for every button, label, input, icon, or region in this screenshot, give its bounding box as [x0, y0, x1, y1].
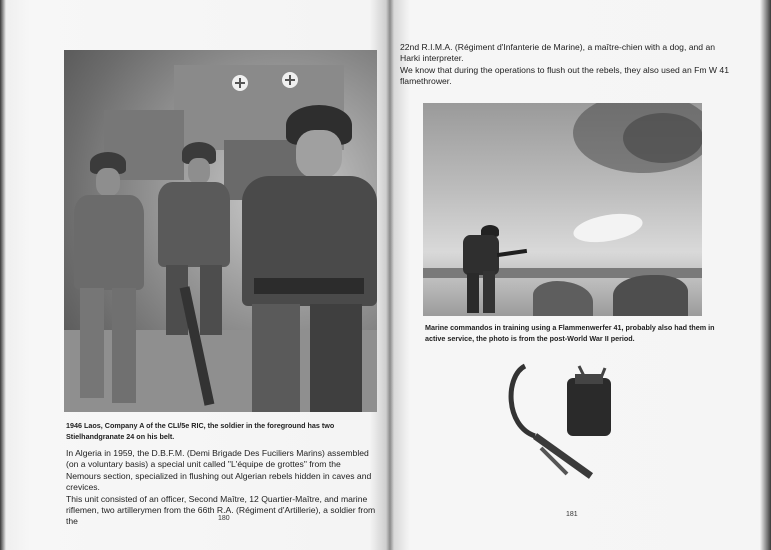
tank-cap: [575, 374, 603, 384]
paragraph: 22nd R.I.M.A. (Régiment d'Infanterie de Marine), a maître-chien with a dog, and an Harki interpreter.: [400, 42, 715, 64]
page-number-right: 181: [566, 511, 578, 518]
ammo-belt: [254, 278, 364, 294]
right-photo-caption: Marine commandos in training using a Flammenwerfer 41, probably also had them in active service, the photo is from the post-World War II period.: [425, 323, 715, 343]
paragraph: We know that during the operations to flush out the rebels, they also used an Fm W 41 flamethrower.: [400, 64, 729, 87]
flamethrower-nozzle: [497, 249, 527, 257]
soldiers-march-photo: [64, 50, 377, 412]
rock: [613, 275, 688, 316]
paragraph: In Algeria in 1959, the D.B.F.M. (Demi Brigade Des Fuciliers Marins) assembled (on a voluntary basis) a special unit called "L'équipe de grottes" from the Nemours section, specialized in flushing out Algerian rebels hidden in caves and crevices.: [66, 448, 372, 493]
fuel-tank: [567, 378, 611, 436]
page-number-left: 180: [218, 515, 230, 522]
red-cross-emblem: [232, 75, 248, 91]
fuel-hose: [511, 366, 535, 436]
flame-burst: [571, 209, 644, 247]
red-cross-emblem: [282, 72, 298, 88]
paragraph: This unit consisted of an officer, Second Maître, 12 Quartier-Maître, and marine riflemen, two artillerymen from the 66th R.A. (Régiment d'Artillerie), a soldier from the: [66, 493, 376, 527]
right-intro-text: [400, 42, 735, 88]
flammenwerfer-41-equipment-photo: [505, 356, 627, 484]
rock: [533, 281, 593, 316]
left-photo-caption: 1946 Laos, Company A of the CLI/5e RIC, the soldier in the foreground has two Stielhandgranate 24 on his belt.: [66, 421, 335, 441]
smoke-cloud: [623, 113, 702, 163]
flamethrower-training-photo: [423, 103, 702, 316]
